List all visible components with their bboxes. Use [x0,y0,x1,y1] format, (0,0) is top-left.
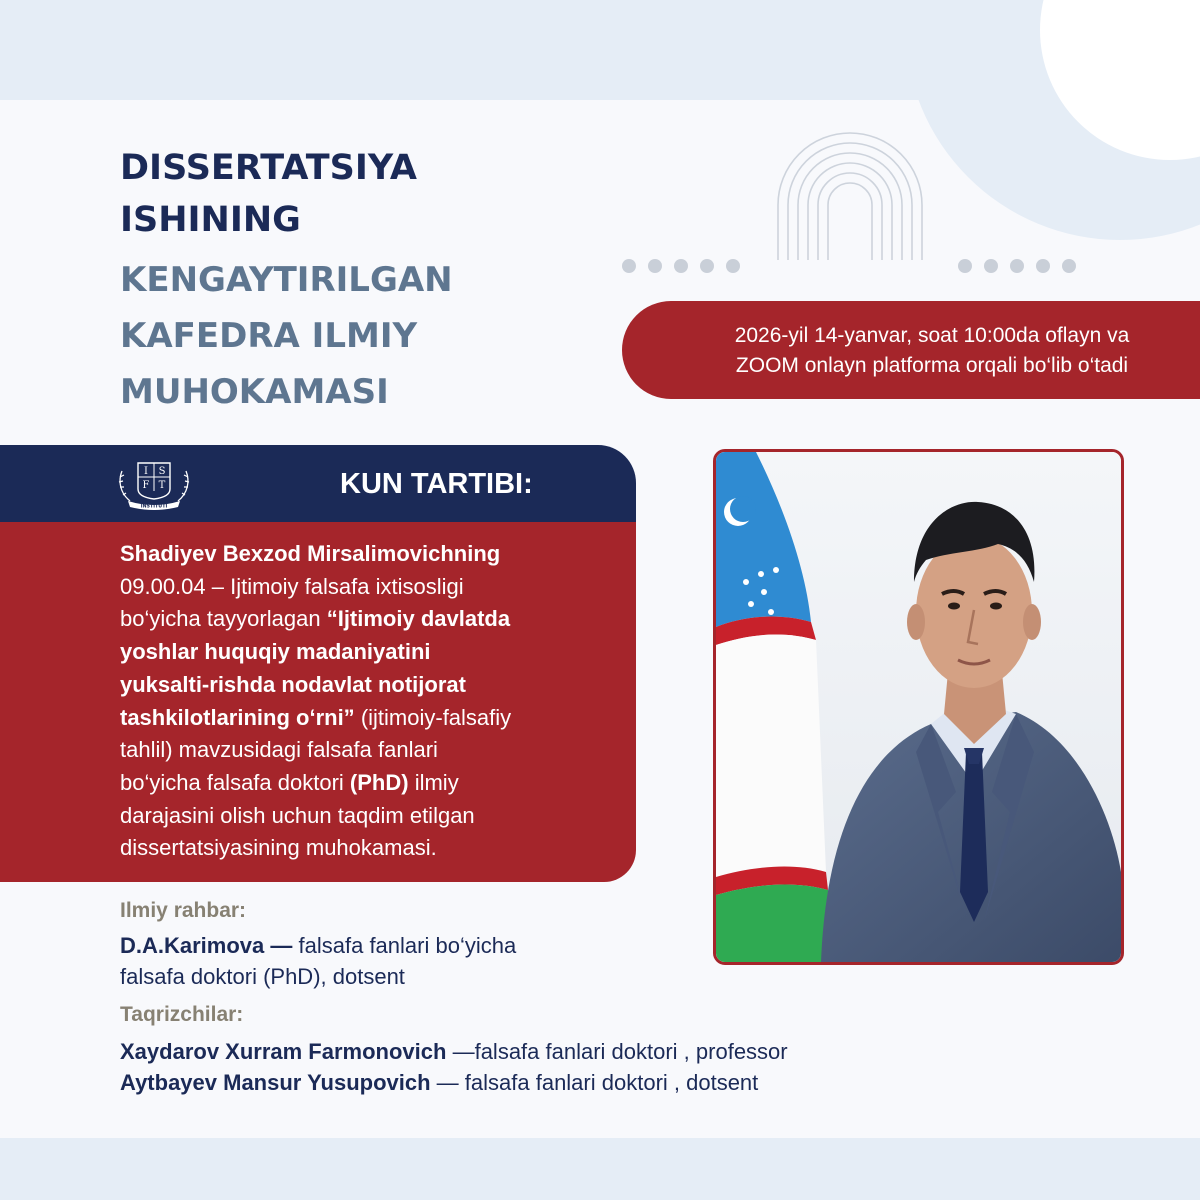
reviewer-desc: — falsafa fanlari doktori , dotsent [436,1070,759,1095]
agenda-line: bo‘yicha falsafa doktori [120,769,344,795]
logo-letter: T [158,480,166,491]
reviewers-label: Taqrizchilar: [120,1003,244,1026]
supervisor-label: Ilmiy rahbar: [120,899,247,922]
event-info-line: 2026-yil 14-yanvar, soat 10:00da oflayn va [734,324,1130,347]
event-info-banner [622,301,1200,399]
title-primary [120,142,417,246]
event-info-text [662,321,1200,381]
candidate-name: Shadiyev Bexzod Mirsalimovichning [120,541,501,566]
supervisor-info [120,930,516,992]
logo-letter: I [144,466,148,477]
agenda-line: dissertatsiyasining muhokamasi. [120,835,437,861]
supervisor-desc: falsafa fanlari bo‘yicha [298,933,517,958]
agenda-line: ilmiy [414,769,459,795]
agenda-line: 09.00.04 – Ijtimoiy falsafa ixtisosligi [120,573,464,599]
reviewers-list [120,1036,788,1098]
title-line: KENGAYTIRILGAN [120,260,453,300]
reviewer-name: Aytbayev Mansur Yusupovich [120,1070,431,1095]
logo-ribbon-text: INSTITUTI [140,504,168,510]
supervisor-desc: falsafa doktori (PhD), dotsent [120,964,405,989]
candidate-photo [713,449,1124,965]
title-line: KAFEDRA ILMIY [120,316,418,356]
agenda-line: tahlil) mavzusidagi falsafa fanlari [120,737,438,763]
agenda-line: darajasini olish uchun taqdim etilgan [120,802,475,828]
thesis-title-part: yuksalti-rishda nodavlat notijorat [120,671,466,697]
title-line: MUHOKAMASI [120,372,389,412]
title-secondary [120,252,453,420]
reviewer-item [120,1067,788,1098]
institute-logo [116,459,192,511]
event-info-line: ZOOM onlayn platforma orqali bo‘lib o‘tadi [735,354,1129,377]
reviewer-item [120,1036,788,1067]
thesis-title-part: yoshlar huquqiy madaniyatini [120,639,431,665]
agenda-text [120,538,620,865]
portrait-illustration [716,452,1121,962]
thesis-title-part: tashkilotlarining o‘rni” [120,704,355,730]
reviewer-name: Xaydarov Xurram Farmonovich [120,1039,447,1064]
title-line: ISHINING [120,200,301,240]
title-line: DISSERTATSIYA [120,148,417,188]
thesis-title-part: “Ijtimoiy davlatda [326,606,511,632]
agenda-heading: KUN TARTIBI: [340,468,533,500]
reviewer-desc: —falsafa fanlari doktori , professor [452,1039,788,1064]
agenda-header [0,445,636,522]
agenda-body [0,522,636,882]
dot-row-right [958,259,1076,273]
degree-abbr: (PhD) [349,769,409,795]
logo-letter: S [158,466,166,477]
agenda-line: (ijtimoiy-falsafiy [360,704,512,730]
dot-row-left [622,259,740,273]
agenda-line: bo‘yicha tayyorlagan [120,606,321,632]
supervisor-name: D.A.Karimova — [120,933,293,958]
arch-lines-decoration [770,130,930,260]
bottom-band [0,1138,1200,1200]
logo-letter: F [142,480,150,491]
